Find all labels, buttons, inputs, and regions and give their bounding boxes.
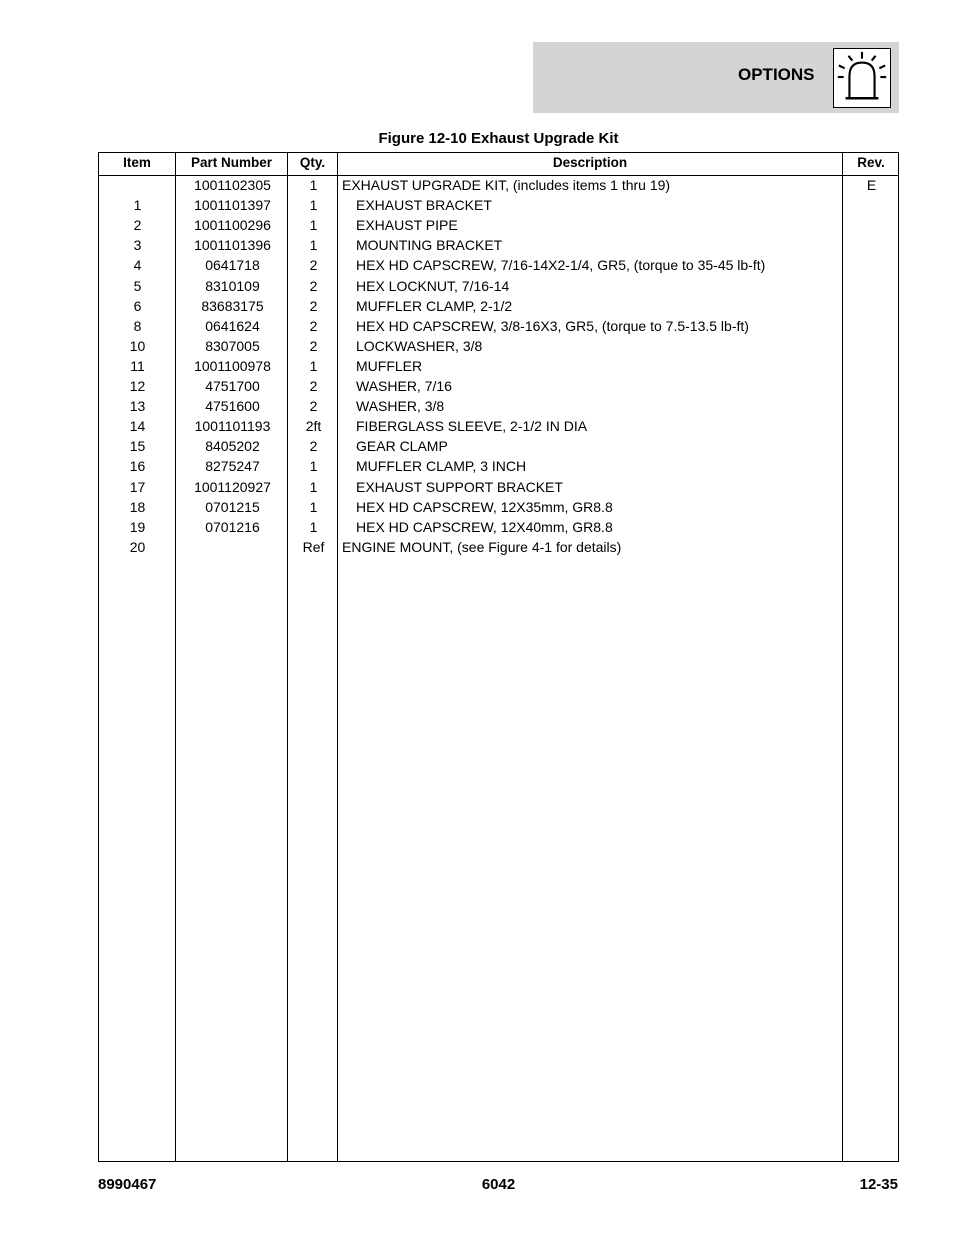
description-cell: HEX LOCKNUT, 7/16-14 [356, 277, 510, 294]
table-row [99, 416, 898, 436]
description-cell: HEX HD CAPSCREW, 12X40mm, GR8.8 [356, 518, 613, 535]
qty-cell: 2 [309, 438, 318, 455]
description-cell: EXHAUST BRACKET [356, 197, 492, 214]
part-number-cell: 1001100978 [194, 357, 271, 374]
part-number-cell: 1001100296 [194, 217, 271, 234]
description-cell: EXHAUST SUPPORT BRACKET [356, 478, 563, 495]
qty-cell: 1 [309, 217, 318, 234]
table-row [99, 456, 898, 476]
footer-page-number: 12-35 [859, 1176, 898, 1193]
qty-cell: 2 [309, 398, 318, 415]
qty-cell: 1 [309, 518, 318, 535]
qty-cell: 2 [309, 337, 318, 354]
description-cell: GEAR CLAMP [356, 438, 448, 455]
qty-cell: 2 [309, 317, 318, 334]
item-cell: 4 [133, 257, 142, 274]
table-row [99, 396, 898, 416]
column-header-qty: Qty. [299, 155, 326, 170]
description-cell: MOUNTING BRACKET [356, 237, 503, 254]
item-cell: 6 [133, 297, 142, 314]
table-row [99, 195, 898, 215]
item-cell: 10 [129, 337, 146, 354]
table-row [99, 316, 898, 336]
item-cell: 11 [130, 357, 145, 374]
description-cell: ENGINE MOUNT, (see Figure 4-1 for details) [342, 538, 622, 555]
table-row [99, 436, 898, 456]
description-cell: WASHER, 7/16 [356, 378, 452, 394]
part-number-cell: 4751600 [205, 398, 260, 415]
part-number-cell: 83683175 [201, 297, 264, 314]
item-cell: 19 [129, 518, 146, 535]
description-cell: EXHAUST UPGRADE KIT, (includes items 1 thru 19) [342, 177, 671, 193]
table-row [99, 296, 898, 316]
qty-cell: 1 [309, 498, 318, 515]
options-lamp-icon [833, 48, 891, 108]
part-number-cell: 1001101396 [194, 237, 271, 254]
description-cell: EXHAUST PIPE [356, 217, 458, 234]
footer-document-number: 8990467 [98, 1176, 157, 1193]
part-number-cell: 8310109 [205, 277, 260, 294]
footer-model-number: 6042 [481, 1176, 516, 1193]
column-header-part-number: Part Number [190, 155, 273, 170]
table-row [99, 255, 898, 275]
column-header-item: Item [123, 155, 151, 170]
item-cell: 2 [133, 217, 142, 234]
table-row [99, 235, 898, 255]
rev-cell: E [866, 177, 877, 193]
description-cell: HEX HD CAPSCREW, 7/16-14X2-1/4, GR5, (torque to 35-45 lb-ft) [356, 257, 766, 274]
table-row [99, 517, 898, 537]
description-cell: MUFFLER CLAMP, 2-1/2 [356, 297, 513, 314]
column-header-rev: Rev. [857, 155, 885, 170]
qty-cell: 1 [309, 237, 318, 254]
qty-cell: 1 [309, 177, 318, 193]
part-number-cell: 0641718 [205, 257, 260, 274]
qty-cell: Ref [302, 538, 325, 555]
part-number-cell: 4751700 [205, 378, 260, 394]
part-number-cell: 8307005 [205, 337, 260, 354]
qty-cell: 1 [309, 478, 318, 495]
item-cell: 14 [129, 418, 146, 435]
qty-cell: 1 [309, 458, 318, 475]
description-cell: MUFFLER [356, 357, 423, 374]
section-title: OPTIONS [738, 65, 815, 84]
item-cell: 15 [129, 438, 146, 455]
item-cell: 1 [133, 197, 142, 214]
description-cell: MUFFLER CLAMP, 3 INCH [356, 458, 527, 475]
item-cell: 20 [129, 538, 146, 555]
table-row [99, 477, 898, 497]
part-number-cell: 8275247 [205, 458, 260, 475]
description-cell: FIBERGLASS SLEEVE, 2-1/2 IN DIA [356, 418, 588, 435]
table-row [99, 276, 898, 296]
description-cell: WASHER, 3/8 [356, 398, 445, 415]
part-number-cell: 0641624 [205, 317, 260, 334]
part-number-cell: 1001102305 [194, 177, 271, 193]
table-row [99, 497, 898, 517]
item-cell: 5 [133, 277, 142, 294]
parts-table [98, 152, 899, 1162]
description-cell: HEX HD CAPSCREW, 12X35mm, GR8.8 [356, 498, 613, 515]
description-cell: LOCKWASHER, 3/8 [356, 337, 483, 354]
item-cell: 18 [129, 498, 146, 515]
part-number-cell: 1001101397 [194, 197, 271, 214]
description-cell: HEX HD CAPSCREW, 3/8-16X3, GR5, (torque to 7.5-13.5 lb-ft) [356, 317, 749, 334]
qty-cell: 2 [309, 257, 318, 274]
qty-cell: 1 [309, 197, 318, 214]
part-number-cell: 8405202 [205, 438, 260, 455]
table-row [99, 215, 898, 235]
qty-cell: 2 [309, 277, 318, 294]
part-number-cell: 1001120927 [194, 478, 271, 495]
table-row [99, 376, 898, 396]
qty-cell: 2 [309, 297, 318, 314]
item-cell: 3 [133, 237, 142, 254]
table-row [99, 537, 898, 557]
figure-title: Figure 12-10 Exhaust Upgrade Kit [378, 130, 619, 147]
part-number-cell: 1001101193 [194, 418, 271, 435]
qty-cell: 2ft [305, 418, 322, 435]
item-cell: 12 [129, 378, 146, 394]
table-row [99, 175, 898, 195]
item-cell: 17 [129, 478, 146, 495]
qty-cell: 2 [309, 378, 318, 394]
item-cell: 8 [133, 317, 142, 334]
item-cell: 16 [129, 458, 146, 475]
column-header-description: Description [552, 155, 628, 170]
table-row [99, 356, 898, 376]
part-number-cell: 0701216 [205, 518, 260, 535]
table-row [99, 336, 898, 356]
qty-cell: 1 [309, 357, 318, 374]
item-cell: 13 [129, 398, 146, 415]
part-number-cell: 0701215 [205, 498, 260, 515]
